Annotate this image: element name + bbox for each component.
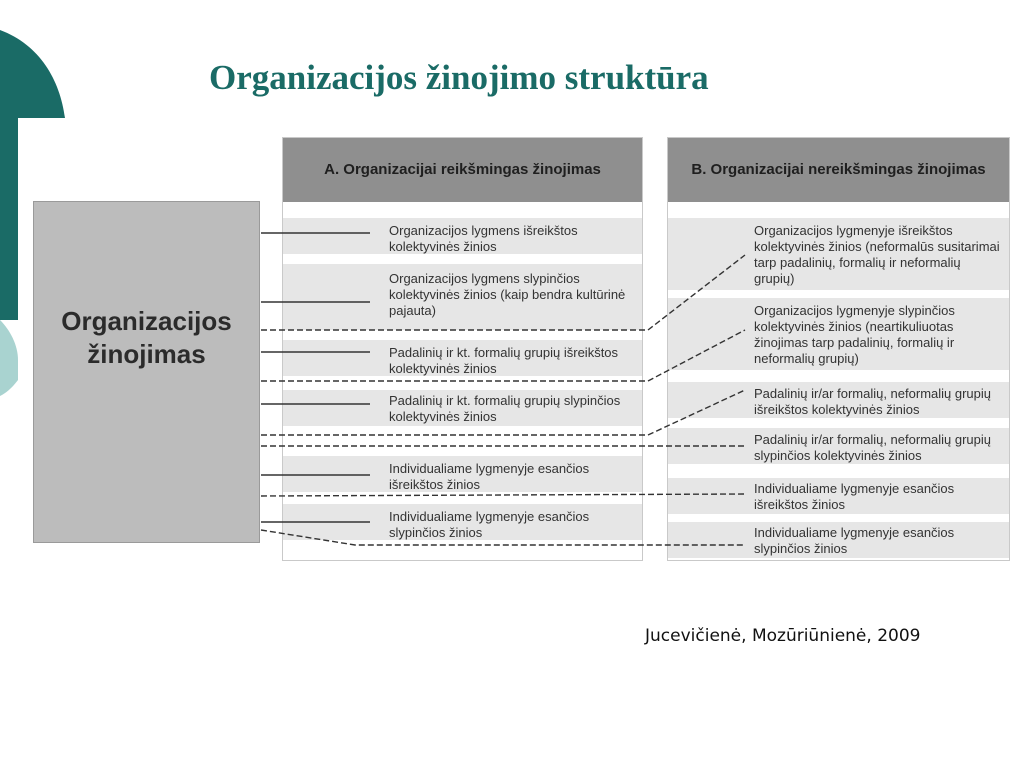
slide-title: Organizacijos žinojimo struktūra bbox=[209, 58, 709, 97]
column-a-header: A. Organizacijai reikšmingas žinojimas bbox=[283, 138, 642, 202]
column-b-item-5: Individualiame lygmenyje esančios išreikštos žinios bbox=[754, 481, 955, 512]
connector-dashed bbox=[261, 330, 745, 381]
citation: Jucevičienė, Mozūriūnienė, 2009 bbox=[645, 626, 921, 646]
column-b-item-1: Organizacijos lygmenyje išreikštos kolektyvinės žinios (neformalūs susitarimai tarp padalinių, formalių ir neformalių grupių) bbox=[754, 223, 1000, 286]
column-b-header: B. Organizacijai nereikšmingas žinojimas bbox=[668, 138, 1009, 202]
connector-dashed bbox=[261, 255, 745, 330]
root-label: Organizacijos žinojimas bbox=[61, 306, 232, 369]
connector-dashed bbox=[261, 390, 745, 435]
column-b-item-6: Individualiame lygmenyje esančios slypinčios žinios bbox=[754, 525, 955, 556]
column-a-item-2: Organizacijos lygmens slypinčios kolektyvinės žinios (kaip bendra kultūrinė pajauta) bbox=[389, 271, 626, 318]
column-a-item-1: Organizacijos lygmens išreikštos kolektyvinės žinios bbox=[389, 223, 578, 254]
column-b-item-4: Padalinių ir/ar formalių, neformalių grupių slypinčios kolektyvinės žinios bbox=[754, 432, 992, 463]
column-a-item-4: Padalinių ir kt. formalių grupių slypinčios kolektyvinės žinios bbox=[389, 393, 621, 424]
column-b-item-3: Padalinių ir/ar formalių, neformalių grupių išreikštos kolektyvinės žinios bbox=[754, 386, 992, 417]
column-a-item-6: Individualiame lygmenyje esančios slypinčios žinios bbox=[389, 509, 590, 540]
column-b-item-2: Organizacijos lygmenyje slypinčios kolektyvinės žinios (neartikuliuotas žinojimas tarp padalinių, formalių ir neformalių grupių) bbox=[754, 303, 955, 366]
connector-dashed bbox=[261, 494, 745, 496]
column-a-item-3: Padalinių ir kt. formalių grupių išreikštos kolektyvinės žinios bbox=[389, 345, 619, 376]
column-a-item-5: Individualiame lygmenyje esančios išreikštos žinios bbox=[389, 461, 590, 492]
connector-dashed bbox=[261, 530, 745, 545]
